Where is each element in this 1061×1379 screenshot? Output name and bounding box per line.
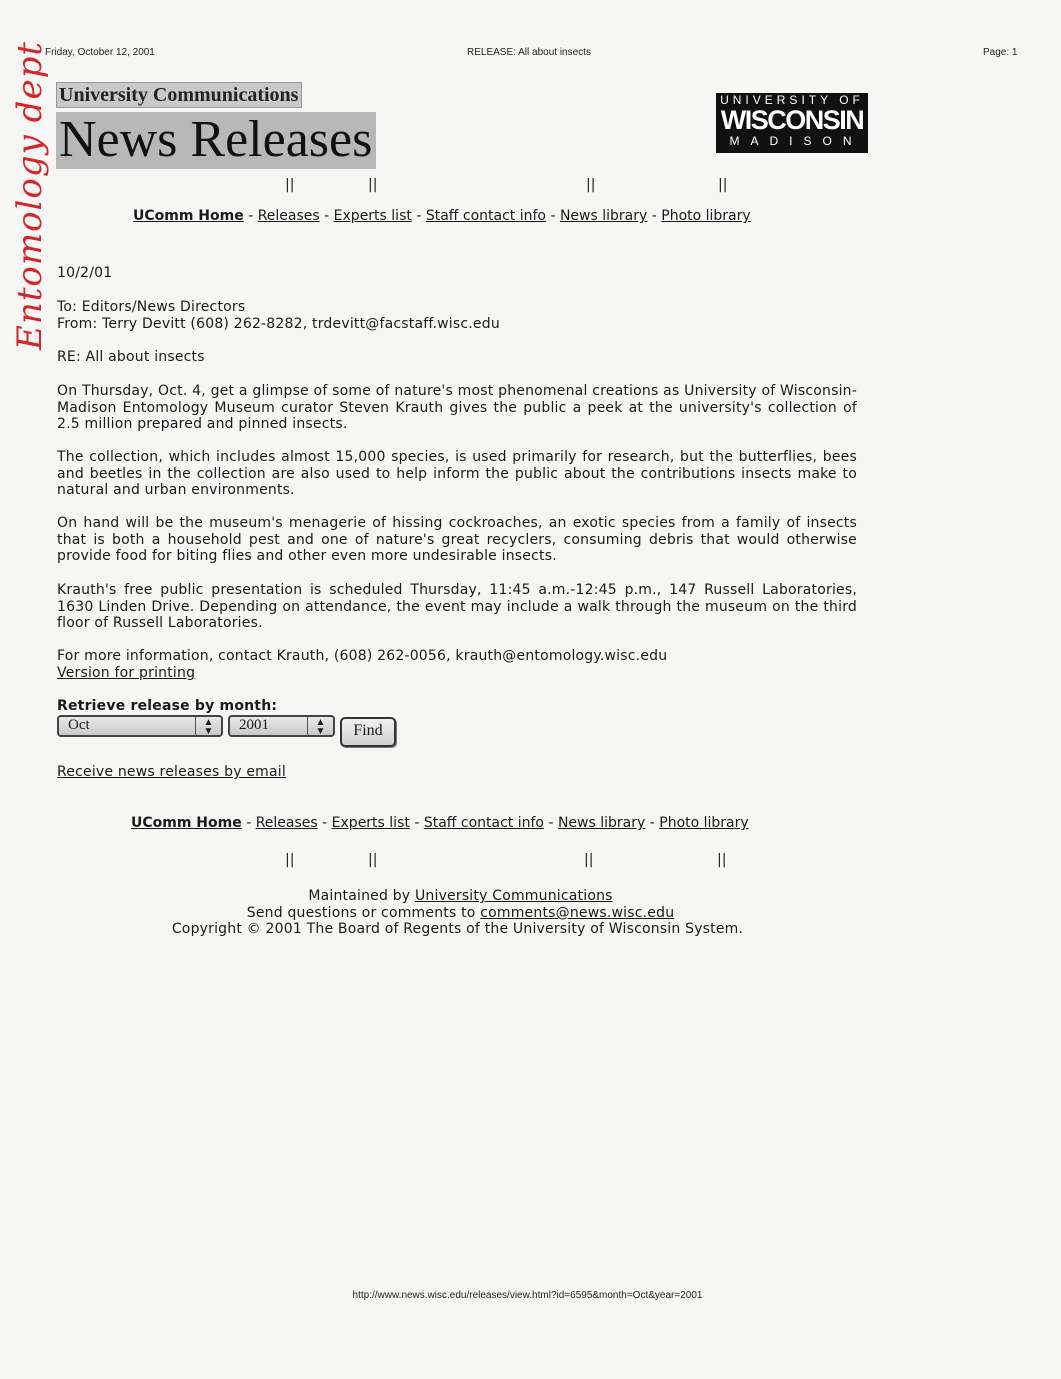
nav-sep: - bbox=[246, 815, 252, 831]
release-date: 10/2/01 bbox=[57, 265, 113, 281]
year-select-value: 2001 bbox=[239, 717, 269, 733]
nav-sep: - bbox=[548, 815, 554, 831]
month-select[interactable] bbox=[57, 715, 223, 737]
separator: || bbox=[285, 852, 295, 868]
nav-sep: - bbox=[649, 815, 655, 831]
separator: || bbox=[717, 852, 727, 868]
release-to: To: Editors/News Directors bbox=[57, 299, 246, 315]
nav-photo-library[interactable]: Photo library bbox=[659, 815, 749, 831]
handwritten-annotation bbox=[10, 30, 50, 350]
nav-sep: - bbox=[248, 208, 254, 224]
release-paragraph: For more information, contact Krauth, (608) 262-0056, krauth@entomology.wisc.edu bbox=[57, 648, 668, 664]
top-nav bbox=[133, 208, 751, 224]
news-releases-banner bbox=[56, 80, 376, 170]
release-paragraph: On hand will be the museum's menagerie of hissing cockroaches, an exotic species from a family of insects that is both a household pest and one of nature's great recyclers, consuming debris that would otherwise provide food for biting flies and other even more undesirable insects. bbox=[57, 515, 857, 564]
nav-staff-contact[interactable]: Staff contact info bbox=[425, 208, 546, 224]
updown-arrows-icon: ▲ ▼ bbox=[195, 717, 221, 735]
footer-questions bbox=[0, 905, 921, 922]
university-communications-link[interactable]: University Communications bbox=[414, 888, 613, 904]
footer-questions-prefix: Send questions or comments to bbox=[246, 905, 476, 921]
month-select-value: Oct bbox=[68, 717, 90, 733]
nav-sep: - bbox=[414, 815, 420, 831]
nav-news-library[interactable]: News library bbox=[557, 815, 646, 831]
print-date: Friday, October 12, 2001 bbox=[45, 47, 155, 58]
separator: || bbox=[584, 852, 594, 868]
footer-maintained bbox=[0, 888, 921, 905]
nav-experts-list[interactable]: Experts list bbox=[331, 815, 410, 831]
nav-releases[interactable]: Releases bbox=[257, 208, 320, 224]
release-paragraph: The collection, which includes almost 15,000 species, is used primarily for research, but the butterflies, bees and beetles in the collection are also used to help inform the public about the contributions insects make to natural and urban environments. bbox=[57, 449, 857, 498]
separator: || bbox=[368, 177, 378, 193]
nav-staff-contact[interactable]: Staff contact info bbox=[423, 815, 544, 831]
print-page-number: Page: 1 bbox=[983, 47, 1018, 58]
print-release-title: RELEASE: All about insects bbox=[467, 47, 591, 58]
uw-logo-line2: WISCONSIN bbox=[720, 105, 864, 135]
nav-ucomm-home[interactable]: UComm Home bbox=[133, 208, 244, 224]
nav-releases[interactable]: Releases bbox=[255, 815, 318, 831]
banner-title: News Releases bbox=[56, 112, 376, 169]
release-paragraph: Krauth's free public presentation is scheduled Thursday, 11:45 a.m.-12:45 p.m., 147 Russell Laboratories, 1630 Linden Drive. Depending on attendance, the event may include a walk through the museum on the third floor of Russell Laboratories. bbox=[57, 582, 857, 631]
release-re: RE: All about insects bbox=[57, 349, 205, 365]
nav-sep: - bbox=[324, 208, 330, 224]
nav-sep: - bbox=[322, 815, 328, 831]
comments-email-link[interactable]: comments@news.wisc.edu bbox=[480, 905, 675, 921]
nav-ucomm-home[interactable]: UComm Home bbox=[131, 815, 242, 831]
updown-arrows-icon: ▲ ▼ bbox=[307, 717, 333, 735]
release-paragraph: On Thursday, Oct. 4, get a glimpse of some of nature's most phenomenal creations as University of Wisconsin-Madison Entomology Museum curator Steven Krauth gives the public a peek at the university's collection of 2.5 million prepared and pinned insects. bbox=[57, 383, 857, 432]
handwritten-text: Entomology dept bbox=[10, 41, 50, 350]
bottom-nav bbox=[131, 815, 749, 831]
nav-news-library[interactable]: News library bbox=[559, 208, 648, 224]
version-for-printing-link[interactable]: Version for printing bbox=[57, 665, 196, 681]
separator: || bbox=[586, 177, 596, 193]
receive-email-link[interactable]: Receive news releases by email bbox=[57, 764, 286, 780]
print-footer-url: http://www.news.wisc.edu/releases/view.html?id=6595&month=Oct&year=2001 bbox=[352, 1290, 703, 1301]
release-from: From: Terry Devitt (608) 262-8282, trdevitt@facstaff.wisc.edu bbox=[57, 316, 500, 332]
banner-top-line: University Communications bbox=[56, 82, 302, 108]
separator: || bbox=[718, 177, 728, 193]
nav-experts-list[interactable]: Experts list bbox=[333, 208, 412, 224]
footer-maintained-prefix: Maintained by bbox=[308, 888, 411, 904]
find-button[interactable]: Find bbox=[340, 717, 396, 747]
uw-logo-line3: MADISON bbox=[729, 134, 863, 148]
nav-photo-library[interactable]: Photo library bbox=[661, 208, 751, 224]
year-select[interactable] bbox=[228, 715, 335, 737]
uw-logo-line1: UNIVERSITY OF bbox=[720, 93, 864, 107]
nav-sep: - bbox=[416, 208, 422, 224]
retrieve-label: Retrieve release by month: bbox=[57, 698, 278, 714]
separator: || bbox=[368, 852, 378, 868]
nav-sep: - bbox=[550, 208, 556, 224]
footer-copyright: Copyright © 2001 The Board of Regents of the University of Wisconsin System. bbox=[171, 921, 744, 937]
nav-sep: - bbox=[651, 208, 657, 224]
separator: || bbox=[285, 177, 295, 193]
uw-madison-logo bbox=[716, 93, 868, 153]
